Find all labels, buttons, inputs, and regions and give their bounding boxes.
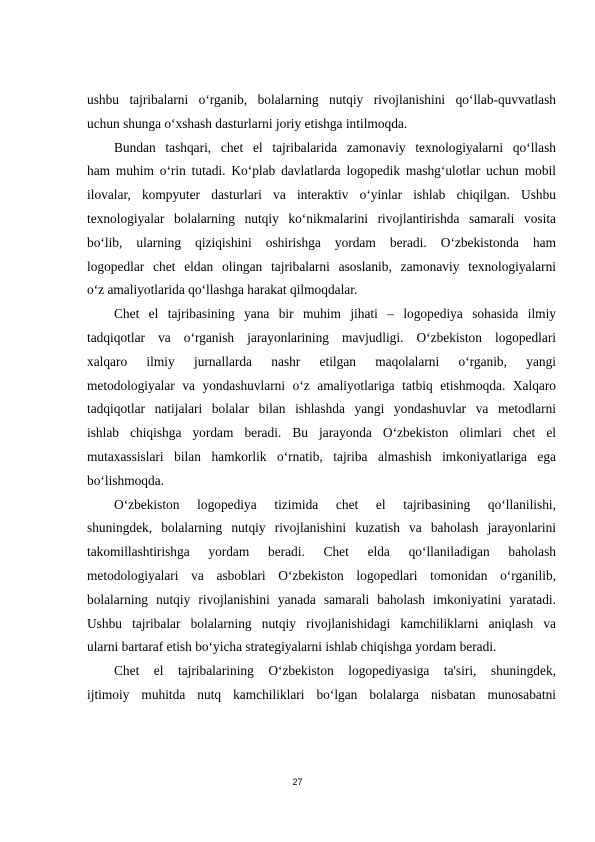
body-text (87, 88, 556, 707)
text-line: uchun shunga o‘xshash dasturlarni joriy etishga intilmoqda. (87, 115, 408, 131)
text-line: logopedlar chet eldan olingan tajribalarni asoslanib, zamonaviy texnologiyalarni (87, 258, 556, 274)
text-line: O‘zbekiston logopediya tizimida chet el tajribasining qo‘llanilishi, (114, 496, 556, 512)
text-line: texnologiyalar bolalarning nutqiy ko‘nikmalarini rivojlantirishda samarali vosita (87, 210, 556, 226)
text-line: bo‘lib, ularning qiziqishini oshirishga yordam beradi. O‘zbekistonda ham (87, 234, 556, 250)
text-line: ijtimoiy muhitda nutq kamchiliklari bo‘lgan bolalarga nisbatan munosabatni (87, 686, 556, 702)
text-line: ham muhim o‘rin tutadi. Ko‘plab davlatlarda logopedik mashg‘ulotlar uchun mobil (87, 163, 556, 179)
text-line: Ushbu tajribalar bolalarning nutqiy rivojlanishidagi kamchiliklarni aniqlash va (87, 615, 556, 631)
page-number: 27 (292, 777, 303, 787)
text-line: tadqiqotlar natijalari bolalar bilan ishlashda yangi yondashuvlar va metodlarni (87, 401, 556, 417)
text-line: Chet el tajribasining yana bir muhim jihati – logopediya sohasida ilmiy (114, 306, 556, 322)
text-line: Bundan tashqari, chet el tajribalarida zamonaviy texnologiyalarni qo‘llash (114, 139, 556, 155)
text-line: metodologiyalar va yondashuvlarni o‘z amaliyotlariga tatbiq etishmoqda. Xalqaro (87, 377, 556, 393)
text-line: Chet el tajribalarining O‘zbekiston logopediyasiga ta'siri, shuningdek, (114, 663, 556, 679)
text-line: tadqiqotlar va o‘rganish jarayonlarining mavjudligi. O‘zbekiston logopedlari (87, 329, 556, 345)
text-line: metodologiyalari va asboblari O‘zbekiston logopedlari tomonidan o‘rganilib, (87, 567, 556, 583)
text-line: ilovalar, kompyuter dasturlari va interaktiv o‘yinlar ishlab chiqilgan. Ushbu (87, 187, 556, 203)
text-line: xalqaro ilmiy jurnallarda nashr etilgan maqolalarni o‘rganib, yangi (87, 353, 556, 369)
text-line: bolalarning nutqiy rivojlanishini yanada samarali baholash imkoniyatini yaratadi. (87, 591, 556, 607)
text-line: bo‘lishmoqda. (87, 472, 164, 488)
text-line: ishlab chiqishga yordam beradi. Bu jarayonda O‘zbekiston olimlari chet el (87, 425, 556, 441)
text-line: ushbu tajribalarni o‘rganib, bolalarning nutqiy rivojlanishini qo‘llab-quvvatlash (87, 92, 556, 107)
text-line: o‘z amaliyotlarida qo‘llashga harakat qilmoqdalar. (87, 282, 358, 298)
text-line: ularni bartaraf etish bo‘yicha strategiyalarni ishlab chiqishga yordam beradi. (87, 639, 497, 655)
text-line: shuningdek, bolalarning nutqiy rivojlanishini kuzatish va baholash jarayonlarini (87, 520, 556, 536)
text-line: takomillashtirishga yordam beradi. Chet elda qo‘llaniladigan baholash (87, 544, 556, 560)
text-line: mutaxassislari bilan hamkorlik o‘rnatib, tajriba almashish imkoniyatlariga ega (87, 448, 556, 464)
